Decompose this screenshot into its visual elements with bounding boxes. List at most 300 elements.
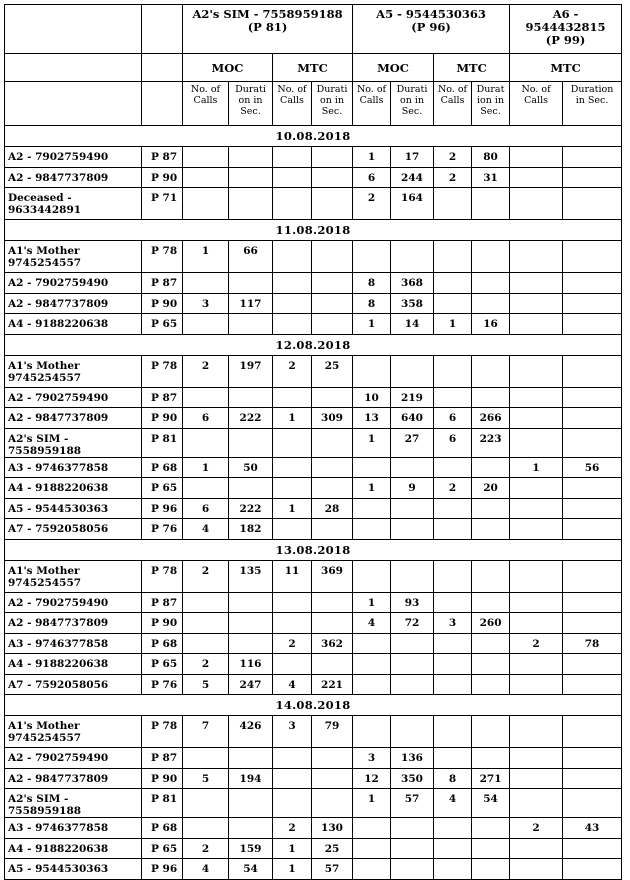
value-cell <box>434 273 472 294</box>
column-header: Durat ion in Sec. <box>472 82 510 126</box>
value-cell <box>563 654 622 675</box>
page-ref-cell: P 90 <box>142 768 183 789</box>
value-cell: 309 <box>312 408 353 429</box>
value-cell <box>434 498 472 519</box>
group-header: A2's SIM - 7558959188 (P 81) <box>183 5 353 54</box>
value-cell: 50 <box>229 457 273 478</box>
column-header: No. of Calls <box>510 82 563 126</box>
value-cell <box>434 716 472 748</box>
date-row <box>5 334 622 355</box>
table-row <box>5 355 622 387</box>
value-cell <box>472 519 510 540</box>
value-cell <box>273 314 312 335</box>
table-row <box>5 560 622 592</box>
value-cell <box>273 167 312 188</box>
value-cell <box>563 167 622 188</box>
table-row <box>5 147 622 168</box>
value-cell <box>353 457 391 478</box>
value-cell <box>563 293 622 314</box>
value-cell: 1 <box>353 478 391 499</box>
value-cell: 8 <box>353 293 391 314</box>
table-row <box>5 478 622 499</box>
value-cell: 5 <box>183 674 229 695</box>
value-cell: 27 <box>391 428 434 457</box>
value-cell <box>472 273 510 294</box>
value-cell <box>312 241 353 273</box>
contact-cell: A2 - 7902759490 <box>5 387 142 408</box>
value-cell <box>273 293 312 314</box>
value-cell: 2 <box>434 478 472 499</box>
value-cell: 182 <box>229 519 273 540</box>
value-cell <box>563 147 622 168</box>
value-cell: 1 <box>273 498 312 519</box>
value-cell: 54 <box>229 859 273 880</box>
value-cell <box>434 592 472 613</box>
value-cell: 6 <box>434 408 472 429</box>
value-cell: 1 <box>434 314 472 335</box>
value-cell <box>434 818 472 839</box>
page-ref-cell: P 76 <box>142 674 183 695</box>
page-ref-cell: P 65 <box>142 838 183 859</box>
value-cell: 12 <box>353 768 391 789</box>
value-cell <box>273 457 312 478</box>
value-cell <box>563 273 622 294</box>
value-cell <box>472 818 510 839</box>
page-ref-cell: P 90 <box>142 293 183 314</box>
value-cell <box>434 859 472 880</box>
value-cell <box>472 560 510 592</box>
value-cell <box>312 519 353 540</box>
value-cell: 2 <box>510 633 563 654</box>
value-cell <box>434 654 472 675</box>
value-cell: 56 <box>563 457 622 478</box>
value-cell: 368 <box>391 273 434 294</box>
value-cell <box>312 748 353 769</box>
value-cell <box>563 674 622 695</box>
value-cell <box>273 478 312 499</box>
value-cell <box>353 838 391 859</box>
value-cell <box>229 428 273 457</box>
value-cell <box>563 387 622 408</box>
value-cell: 16 <box>472 314 510 335</box>
value-cell <box>510 147 563 168</box>
value-cell <box>434 457 472 478</box>
value-cell <box>273 188 312 220</box>
contact-cell: A1's Mother 9745254557 <box>5 560 142 592</box>
value-cell <box>183 147 229 168</box>
value-cell: 1 <box>273 408 312 429</box>
table-row <box>5 428 622 457</box>
contact-cell: A2 - 7902759490 <box>5 748 142 769</box>
value-cell: 2 <box>434 147 472 168</box>
value-cell <box>472 387 510 408</box>
value-cell: 80 <box>472 147 510 168</box>
value-cell: 3 <box>353 748 391 769</box>
subgroup-header: MTC <box>273 54 353 82</box>
group-header: A6 - 9544432815 (P 99) <box>510 5 622 54</box>
page-ref-cell: P 90 <box>142 613 183 634</box>
value-cell <box>510 748 563 769</box>
value-cell: 426 <box>229 716 273 748</box>
value-cell: 6 <box>434 428 472 457</box>
contact-cell: A2 - 9847737809 <box>5 408 142 429</box>
contact-cell: A2's SIM - 7558959188 <box>5 428 142 457</box>
page-ref-cell: P 87 <box>142 387 183 408</box>
value-cell: 8 <box>353 273 391 294</box>
value-cell <box>510 428 563 457</box>
value-cell <box>183 478 229 499</box>
value-cell <box>472 674 510 695</box>
value-cell <box>312 789 353 818</box>
value-cell <box>183 314 229 335</box>
page-ref-cell: P 90 <box>142 408 183 429</box>
value-cell <box>510 768 563 789</box>
value-cell <box>391 654 434 675</box>
value-cell <box>391 498 434 519</box>
value-cell <box>391 519 434 540</box>
call-records-table <box>4 4 622 880</box>
value-cell <box>312 613 353 634</box>
value-cell <box>563 560 622 592</box>
value-cell <box>229 478 273 499</box>
value-cell <box>472 748 510 769</box>
value-cell <box>353 633 391 654</box>
value-cell <box>312 167 353 188</box>
value-cell <box>434 355 472 387</box>
value-cell <box>510 273 563 294</box>
value-cell: 6 <box>183 408 229 429</box>
value-cell: 2 <box>434 167 472 188</box>
table-row <box>5 457 622 478</box>
value-cell: 25 <box>312 355 353 387</box>
value-cell <box>563 498 622 519</box>
value-cell <box>183 428 229 457</box>
value-cell <box>563 789 622 818</box>
value-cell <box>434 838 472 859</box>
value-cell <box>434 293 472 314</box>
contact-cell: Deceased - 9633442891 <box>5 188 142 220</box>
page-ref-cell: P 68 <box>142 457 183 478</box>
value-cell <box>510 498 563 519</box>
value-cell <box>510 654 563 675</box>
table-row <box>5 314 622 335</box>
subgroup-header: MTC <box>510 54 622 82</box>
value-cell: 7 <box>183 716 229 748</box>
value-cell: 13 <box>353 408 391 429</box>
value-cell <box>563 768 622 789</box>
value-cell: 3 <box>273 716 312 748</box>
table-row <box>5 789 622 818</box>
value-cell <box>510 560 563 592</box>
value-cell <box>391 674 434 695</box>
page-ref-cell: P 87 <box>142 592 183 613</box>
value-cell <box>563 716 622 748</box>
date-label: 12.08.2018 <box>5 334 622 355</box>
value-cell: 25 <box>312 838 353 859</box>
value-cell: 20 <box>472 478 510 499</box>
date-row <box>5 539 622 560</box>
value-cell: 31 <box>472 167 510 188</box>
value-cell <box>312 188 353 220</box>
page-ref-cell: P 90 <box>142 167 183 188</box>
column-header: Durati on in Sec. <box>229 82 273 126</box>
value-cell: 14 <box>391 314 434 335</box>
value-cell: 1 <box>510 457 563 478</box>
value-cell <box>510 188 563 220</box>
value-cell <box>229 748 273 769</box>
contact-cell: A3 - 9746377858 <box>5 818 142 839</box>
page-ref-cell: P 65 <box>142 314 183 335</box>
value-cell <box>229 633 273 654</box>
subgroup-header-row <box>5 54 622 82</box>
column-header: Duration in Sec. <box>563 82 622 126</box>
page-ref-cell: P 81 <box>142 789 183 818</box>
date-row <box>5 695 622 716</box>
value-cell: 159 <box>229 838 273 859</box>
value-cell <box>312 314 353 335</box>
value-cell <box>229 188 273 220</box>
value-cell <box>510 167 563 188</box>
page-ref-cell: P 78 <box>142 241 183 273</box>
contact-cell: A5 - 9544530363 <box>5 498 142 519</box>
value-cell: 93 <box>391 592 434 613</box>
page-ref-cell: P 96 <box>142 498 183 519</box>
page-ref-cell: P 96 <box>142 859 183 880</box>
value-cell: 78 <box>563 633 622 654</box>
value-cell <box>563 188 622 220</box>
value-cell <box>312 592 353 613</box>
date-label: 11.08.2018 <box>5 220 622 241</box>
table-row <box>5 241 622 273</box>
value-cell: 164 <box>391 188 434 220</box>
value-cell: 4 <box>353 613 391 634</box>
value-cell <box>510 592 563 613</box>
value-cell: 117 <box>229 293 273 314</box>
value-cell: 3 <box>183 293 229 314</box>
table-row <box>5 408 622 429</box>
subgroup-header: MOC <box>183 54 273 82</box>
value-cell <box>353 859 391 880</box>
column-header: Durati on in Sec. <box>312 82 353 126</box>
value-cell: 116 <box>229 654 273 675</box>
table-row <box>5 273 622 294</box>
value-cell <box>472 457 510 478</box>
contact-cell: A1's Mother 9745254557 <box>5 716 142 748</box>
table-row <box>5 613 622 634</box>
value-cell: 79 <box>312 716 353 748</box>
value-cell: 57 <box>391 789 434 818</box>
header-blank <box>5 82 142 126</box>
value-cell <box>510 789 563 818</box>
value-cell <box>434 560 472 592</box>
header-blank <box>142 54 183 82</box>
value-cell <box>391 355 434 387</box>
value-cell <box>353 654 391 675</box>
value-cell <box>353 498 391 519</box>
value-cell <box>434 387 472 408</box>
value-cell <box>563 478 622 499</box>
value-cell <box>353 716 391 748</box>
subgroup-header: MOC <box>353 54 434 82</box>
value-cell <box>563 355 622 387</box>
value-cell <box>273 241 312 273</box>
value-cell: 2 <box>183 838 229 859</box>
value-cell <box>312 273 353 294</box>
contact-cell: A3 - 9746377858 <box>5 457 142 478</box>
header-blank <box>5 54 142 82</box>
value-cell <box>273 768 312 789</box>
table-row <box>5 188 622 220</box>
value-cell <box>229 789 273 818</box>
contact-cell: A2 - 7902759490 <box>5 273 142 294</box>
value-cell <box>472 355 510 387</box>
value-cell <box>229 613 273 634</box>
value-cell <box>434 241 472 273</box>
value-cell <box>273 147 312 168</box>
header-blank <box>142 5 183 54</box>
value-cell <box>472 633 510 654</box>
value-cell <box>510 478 563 499</box>
contact-cell: A4 - 9188220638 <box>5 478 142 499</box>
value-cell: 222 <box>229 498 273 519</box>
contact-cell: A2 - 7902759490 <box>5 592 142 613</box>
page-ref-cell: P 78 <box>142 355 183 387</box>
value-cell <box>510 674 563 695</box>
value-cell: 8 <box>434 768 472 789</box>
value-cell: 136 <box>391 748 434 769</box>
value-cell <box>510 408 563 429</box>
value-cell <box>312 457 353 478</box>
value-cell <box>434 674 472 695</box>
value-cell: 57 <box>312 859 353 880</box>
column-header: No. of Calls <box>434 82 472 126</box>
header-blank <box>5 5 142 54</box>
value-cell: 17 <box>391 147 434 168</box>
value-cell: 2 <box>353 188 391 220</box>
contact-cell: A2 - 9847737809 <box>5 167 142 188</box>
value-cell: 11 <box>273 560 312 592</box>
value-cell <box>312 768 353 789</box>
value-cell <box>273 592 312 613</box>
value-cell: 247 <box>229 674 273 695</box>
value-cell <box>183 273 229 294</box>
value-cell: 1 <box>353 314 391 335</box>
value-cell <box>391 457 434 478</box>
table-row <box>5 654 622 675</box>
value-cell: 223 <box>472 428 510 457</box>
contact-cell: A2 - 9847737809 <box>5 613 142 634</box>
contact-cell: A2 - 9847737809 <box>5 293 142 314</box>
subgroup-header: MTC <box>434 54 510 82</box>
value-cell <box>229 314 273 335</box>
value-cell <box>183 592 229 613</box>
value-cell <box>510 293 563 314</box>
date-label: 14.08.2018 <box>5 695 622 716</box>
table-row <box>5 633 622 654</box>
value-cell <box>183 167 229 188</box>
page-ref-cell: P 87 <box>142 273 183 294</box>
value-cell: 358 <box>391 293 434 314</box>
value-cell: 135 <box>229 560 273 592</box>
page-ref-cell: P 87 <box>142 147 183 168</box>
value-cell <box>563 519 622 540</box>
value-cell: 1 <box>273 859 312 880</box>
value-cell <box>273 613 312 634</box>
value-cell: 244 <box>391 167 434 188</box>
column-header: No. of Calls <box>273 82 312 126</box>
value-cell <box>563 592 622 613</box>
value-cell <box>312 147 353 168</box>
column-header: Durati on in Sec. <box>391 82 434 126</box>
value-cell: 66 <box>229 241 273 273</box>
value-cell <box>183 748 229 769</box>
value-cell: 2 <box>510 818 563 839</box>
value-cell <box>472 654 510 675</box>
contact-cell: A5 - 9544530363 <box>5 859 142 880</box>
value-cell: 4 <box>183 859 229 880</box>
contact-cell: A2 - 7902759490 <box>5 147 142 168</box>
contact-cell: A4 - 9188220638 <box>5 654 142 675</box>
value-cell <box>229 167 273 188</box>
value-cell: 1 <box>353 789 391 818</box>
value-cell: 2 <box>183 560 229 592</box>
value-cell <box>273 654 312 675</box>
value-cell: 1 <box>353 592 391 613</box>
page-ref-cell: P 78 <box>142 716 183 748</box>
table-row <box>5 716 622 748</box>
value-cell <box>353 355 391 387</box>
date-row <box>5 126 622 147</box>
value-cell <box>563 838 622 859</box>
date-label: 10.08.2018 <box>5 126 622 147</box>
value-cell <box>183 188 229 220</box>
value-cell: 197 <box>229 355 273 387</box>
page-ref-cell: P 71 <box>142 188 183 220</box>
value-cell: 266 <box>472 408 510 429</box>
value-cell <box>510 314 563 335</box>
value-cell: 10 <box>353 387 391 408</box>
page-ref-cell: P 78 <box>142 560 183 592</box>
column-header: No. of Calls <box>353 82 391 126</box>
contact-cell: A7 - 7592058056 <box>5 674 142 695</box>
value-cell <box>312 478 353 499</box>
value-cell: 221 <box>312 674 353 695</box>
date-row <box>5 220 622 241</box>
value-cell: 640 <box>391 408 434 429</box>
group-header-row <box>5 5 622 54</box>
table-row <box>5 293 622 314</box>
value-cell: 2 <box>183 355 229 387</box>
value-cell <box>563 859 622 880</box>
value-cell <box>472 592 510 613</box>
value-cell <box>434 748 472 769</box>
value-cell: 1 <box>353 428 391 457</box>
value-cell <box>273 789 312 818</box>
value-cell: 54 <box>472 789 510 818</box>
value-cell <box>183 818 229 839</box>
value-cell <box>510 387 563 408</box>
value-cell <box>391 241 434 273</box>
value-cell <box>472 293 510 314</box>
value-cell <box>273 273 312 294</box>
value-cell <box>183 789 229 818</box>
value-cell <box>312 428 353 457</box>
value-cell: 43 <box>563 818 622 839</box>
date-label: 13.08.2018 <box>5 539 622 560</box>
value-cell <box>472 716 510 748</box>
page-ref-cell: P 76 <box>142 519 183 540</box>
group-header: A5 - 9544530363 (P 96) <box>353 5 510 54</box>
